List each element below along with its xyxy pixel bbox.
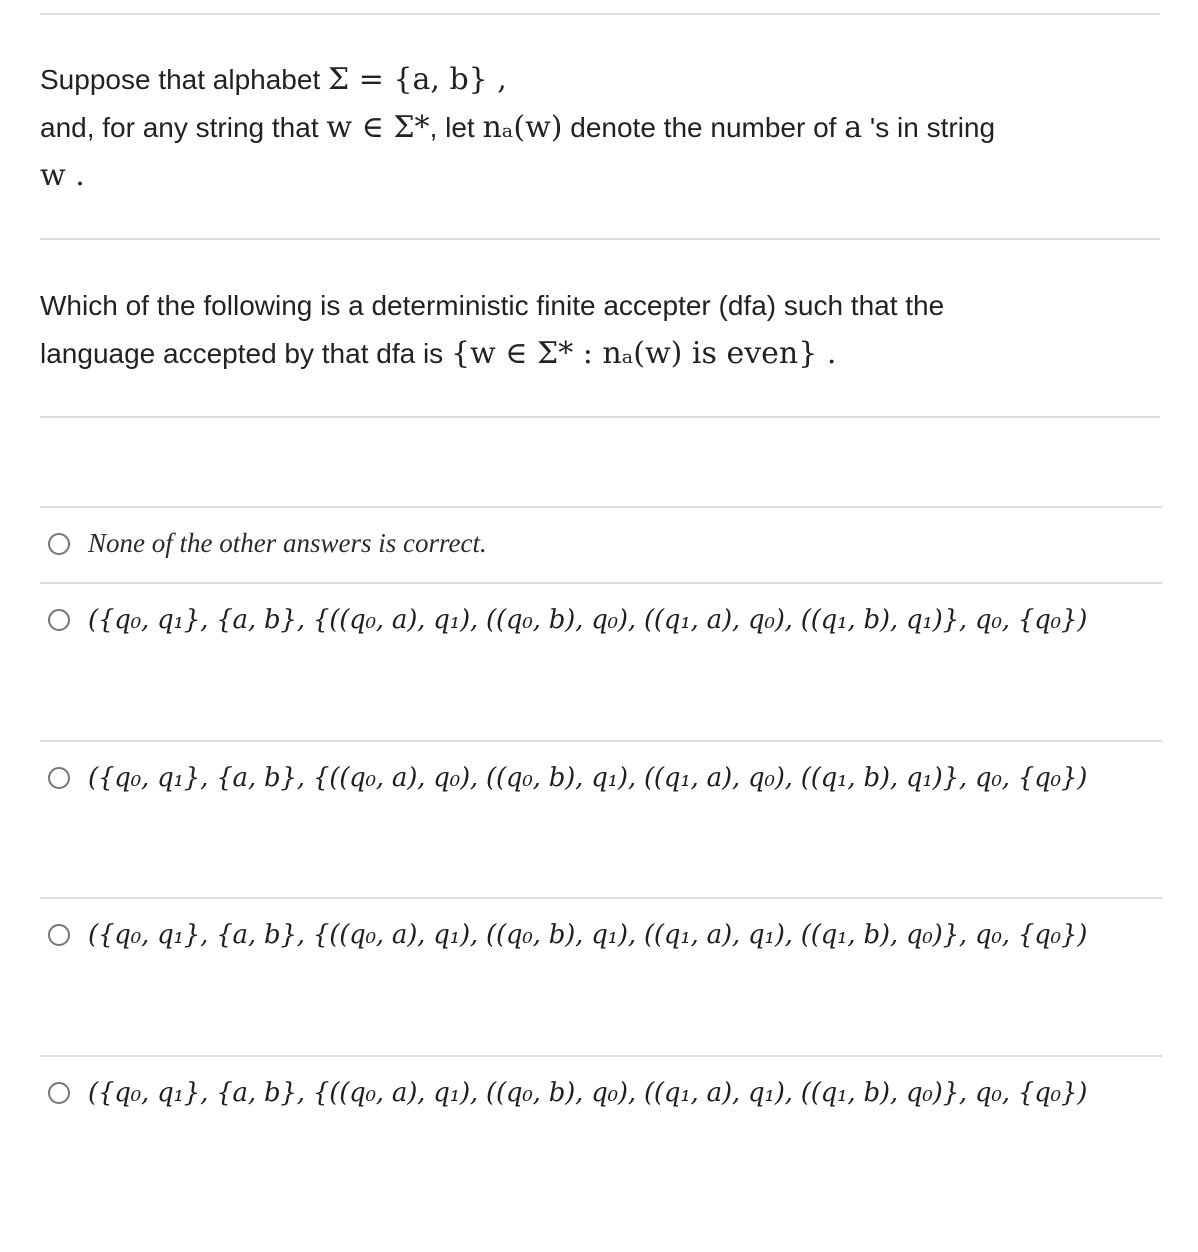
top-divider: [40, 13, 1160, 15]
question-line-2: language accepted by that dfa is {w ∈ Σ* : nₐ(w) is even} .: [40, 336, 837, 371]
radio-button[interactable]: [48, 767, 70, 789]
options-top-divider: [40, 506, 1162, 508]
divider-2: [40, 416, 1160, 418]
option-3[interactable]: [48, 920, 1087, 950]
option-divider-1: [40, 582, 1162, 584]
option-label: ({q₀, q₁}, {a, b}, {((q₀, a), q₁), ((q₀, b), q₀), ((q₁, a), q₁), ((q₁, b), q₀)}, q₀, {q₀}): [88, 1078, 1088, 1108]
intro-line-3: w .: [40, 158, 85, 193]
question-text: [40, 282, 944, 378]
radio-button[interactable]: [48, 609, 70, 631]
option-divider-3: [40, 897, 1162, 899]
radio-button[interactable]: [48, 924, 70, 946]
intro-line-2: and, for any string that w ∈ Σ*, let nₐ(w) denote the number of a 's in string: [40, 110, 996, 145]
intro-text: [40, 56, 995, 200]
option-0[interactable]: [48, 528, 487, 559]
option-4[interactable]: [48, 1078, 1087, 1108]
intro-line-1: Suppose that alphabet Σ = {a, b} ,: [40, 62, 507, 97]
option-divider-2: [40, 740, 1162, 742]
radio-button[interactable]: [48, 533, 70, 555]
question-line-1: Which of the following is a deterministic finite accepter (dfa) such that the: [40, 290, 945, 321]
option-2[interactable]: [48, 763, 1087, 793]
option-label: ({q₀, q₁}, {a, b}, {((q₀, a), q₀), ((q₀, b), q₁), ((q₁, a), q₀), ((q₁, b), q₁)}, q₀, {q₀}): [88, 763, 1088, 793]
option-label: ({q₀, q₁}, {a, b}, {((q₀, a), q₁), ((q₀, b), q₀), ((q₁, a), q₀), ((q₁, b), q₁)}, q₀, {q₀}): [88, 605, 1088, 635]
divider-1: [40, 238, 1160, 240]
language-definition: {w ∈ Σ* : nₐ(w) is even} .: [450, 336, 837, 371]
option-divider-4: [40, 1055, 1162, 1057]
option-1[interactable]: [48, 605, 1087, 635]
option-label: None of the other answers is correct.: [88, 528, 487, 558]
option-label: ({q₀, q₁}, {a, b}, {((q₀, a), q₁), ((q₀, b), q₁), ((q₁, a), q₁), ((q₁, b), q₀)}, q₀, {q₀}): [88, 920, 1088, 950]
alphabet-definition: Σ = {a, b} ,: [328, 62, 507, 97]
radio-button[interactable]: [48, 1082, 70, 1104]
